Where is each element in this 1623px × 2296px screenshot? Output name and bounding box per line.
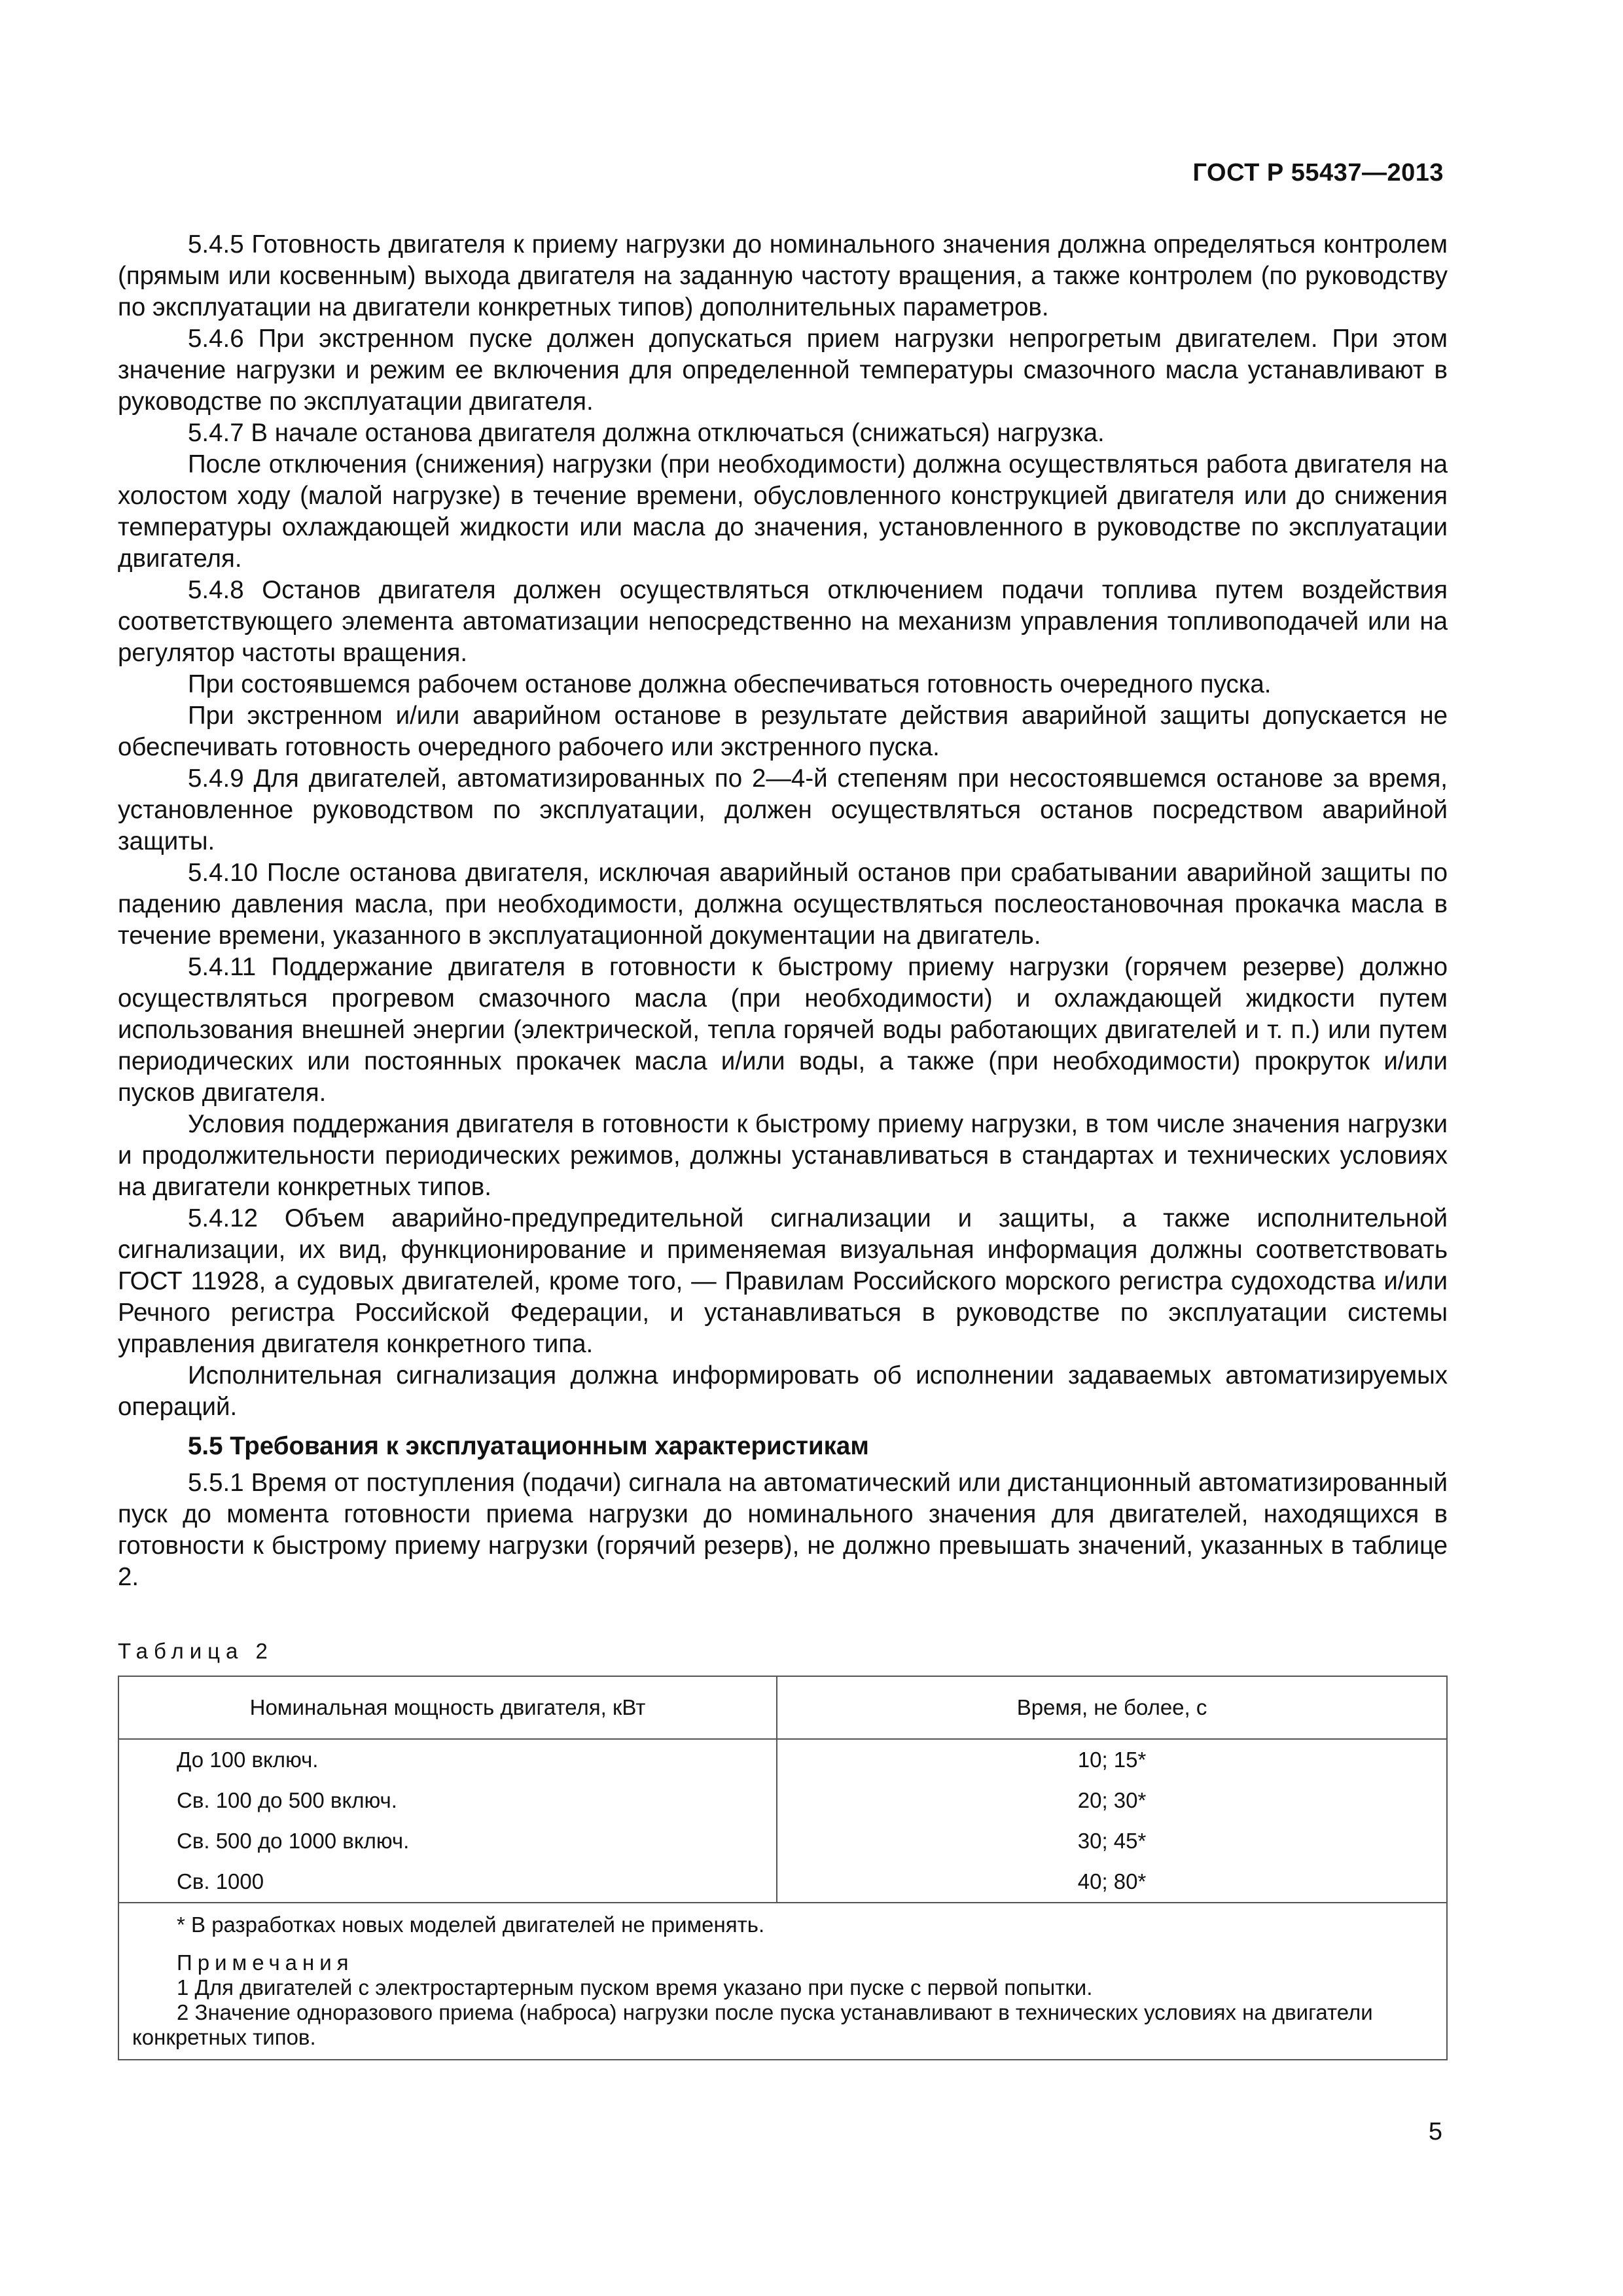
table-notes-row [118,1903,1447,2060]
table-2 [118,1676,1448,2060]
table-row [118,1780,1447,1821]
page-number: 5 [1428,2118,1442,2145]
table-row [118,1821,1447,1861]
paragraph-5-4-8: 5.4.8 Останов двигателя должен осуществляться отключением подачи топлива путем воздействия соответствующего элемента автоматизации непосредственно на механизм управления топливоподачей или на регулятор частоты вращения. [118,576,1448,667]
cell-time: 20; 30* [777,1780,1447,1821]
column-header-time: Время, не более, с [777,1676,1447,1739]
table-row [118,1739,1447,1780]
table-footnote: * В разработках новых моделей двигателей не применять. [177,1912,765,1937]
paragraph-5-4-8-working-stop: При состоявшемся рабочем останове должна обеспечиваться готовность очередного пуска. [188,670,1272,698]
document-header: ГОСТ Р 55437—2013 [1192,159,1444,187]
cell-time: 40; 80* [777,1861,1447,1903]
page-content [118,229,1448,2060]
cell-power: Св. 1000 [118,1861,777,1903]
paragraph-5-4-7-continued: После отключения (снижения) нагрузки (при необходимости) должна осуществляться работа двигателя на холостом ходу (малой нагрузке) в течение времени, обусловленного конструкцией двигателя или до снижения температуры охлаждающей жидкости или масла до значения, установленного в руководстве по эксплуатации двигателя. [118,450,1448,573]
section-heading-5-5: 5.5 Требования к эксплуатационным характеристикам [188,1432,869,1460]
paragraph-5-4-5: 5.4.5 Готовность двигателя к приему нагрузки до номинального значения должна определяться контролем (прямым или косвенным) выхода двигателя на заданную частоту вращения, а также контролем (по руководству по эксплуатации на двигатели конкретных типов) дополнительных параметров. [118,230,1448,321]
table-notes-cell [118,1903,1447,2060]
paragraph-5-4-11-conditions: Условия поддержания двигателя в готовности к быстрому приему нагрузки, в том числе значения нагрузки и продолжительности периодических режимов, должны устанавливаться в стандартах и технических условиях на двигатели конкретных типов. [118,1110,1448,1201]
notes-title: Примечания [177,1950,354,1975]
paragraph-5-4-10: 5.4.10 После останова двигателя, исключая аварийный останов при срабатывании аварийной защиты по падению давления масла, при необходимости, должна осуществляться послеостановочная прокачка масла в течение времени, указанного в эксплуатационной документации на двигатель. [118,859,1448,950]
table-caption: Таблица 2 [118,1639,274,1663]
paragraph-5-4-11: 5.4.11 Поддержание двигателя в готовности к быстрому приему нагрузки (горячем резерве) должно осуществляться прогревом смазочного масла (при необходимости) и охлаждающей жидкости путем использования внешней энергии (электрической, тепла горячей воды работающих двигателей и т. п.) или путем периодических или постоянных прокачек масла и/или воды, а также (при необходимости) прокруток и/или пусков двигателя. [118,953,1448,1107]
cell-power: Св. 500 до 1000 включ. [118,1821,777,1861]
paragraph-5-4-7: 5.4.7 В начале останова двигателя должна отключаться (снижаться) нагрузка. [188,419,1105,447]
table-row [118,1861,1447,1903]
table-header-row [118,1676,1447,1739]
paragraph-5-4-12: 5.4.12 Объем аварийно-предупредительной сигнализации и защиты, а также исполнительной сигнализации, их вид, функционирование и применяемая визуальная информация должны соответствовать ГОСТ 11928, а судовых двигателей, кроме того, — Правилам Российского морского регистра судоходства и/или Речного регистра Российской Федерации, и устанавливаться в руководстве по эксплуатации системы управления двигателя конкретного типа. [118,1204,1448,1358]
paragraph-5-4-12-signaling: Исполнительная сигнализация должна информировать об исполнении задаваемых автоматизируемых операций. [118,1361,1448,1421]
cell-time: 30; 45* [777,1821,1447,1861]
cell-power: До 100 включ. [118,1739,777,1780]
paragraph-5-4-8-emergency-stop: При экстренном и/или аварийном останове в результате действия аварийной защиты допускается не обеспечивать готовность очередного рабочего или экстренного пуска. [118,702,1448,761]
paragraph-5-4-6: 5.4.6 При экстренном пуске должен допускаться прием нагрузки непрогретым двигателем. При этом значение нагрузки и режим ее включения для определенной температуры смазочного масла устанавливают в руководстве по эксплуатации двигателя. [118,325,1448,416]
note-1: 1 Для двигателей с электростартерным пуском время указано при пуске с первой попытки. [177,1975,1093,2000]
note-2: 2 Значение одноразового приема (наброса) нагрузки после пуска устанавливают в технических условиях на двигатели конкретных типов. [132,2000,1373,2049]
column-header-power: Номинальная мощность двигателя, кВт [118,1676,777,1739]
paragraph-5-4-9: 5.4.9 Для двигателей, автоматизированных по 2—4-й степеням при несостоявшемся останове за время, установленное руководством по эксплуатации, должен осуществляться останов посредством аварийной защиты. [118,764,1448,855]
cell-time: 10; 15* [777,1739,1447,1780]
paragraph-5-5-1: 5.5.1 Время от поступления (подачи) сигнала на автоматический или дистанционный автоматизированный пуск до момента готовности приема нагрузки до номинального значения для двигателей, находящихся в готовности к быстрому приему нагрузки (горячий резерв), не должно превышать значений, указанных в таблице 2. [118,1469,1448,1591]
cell-power: Св. 100 до 500 включ. [118,1780,777,1821]
